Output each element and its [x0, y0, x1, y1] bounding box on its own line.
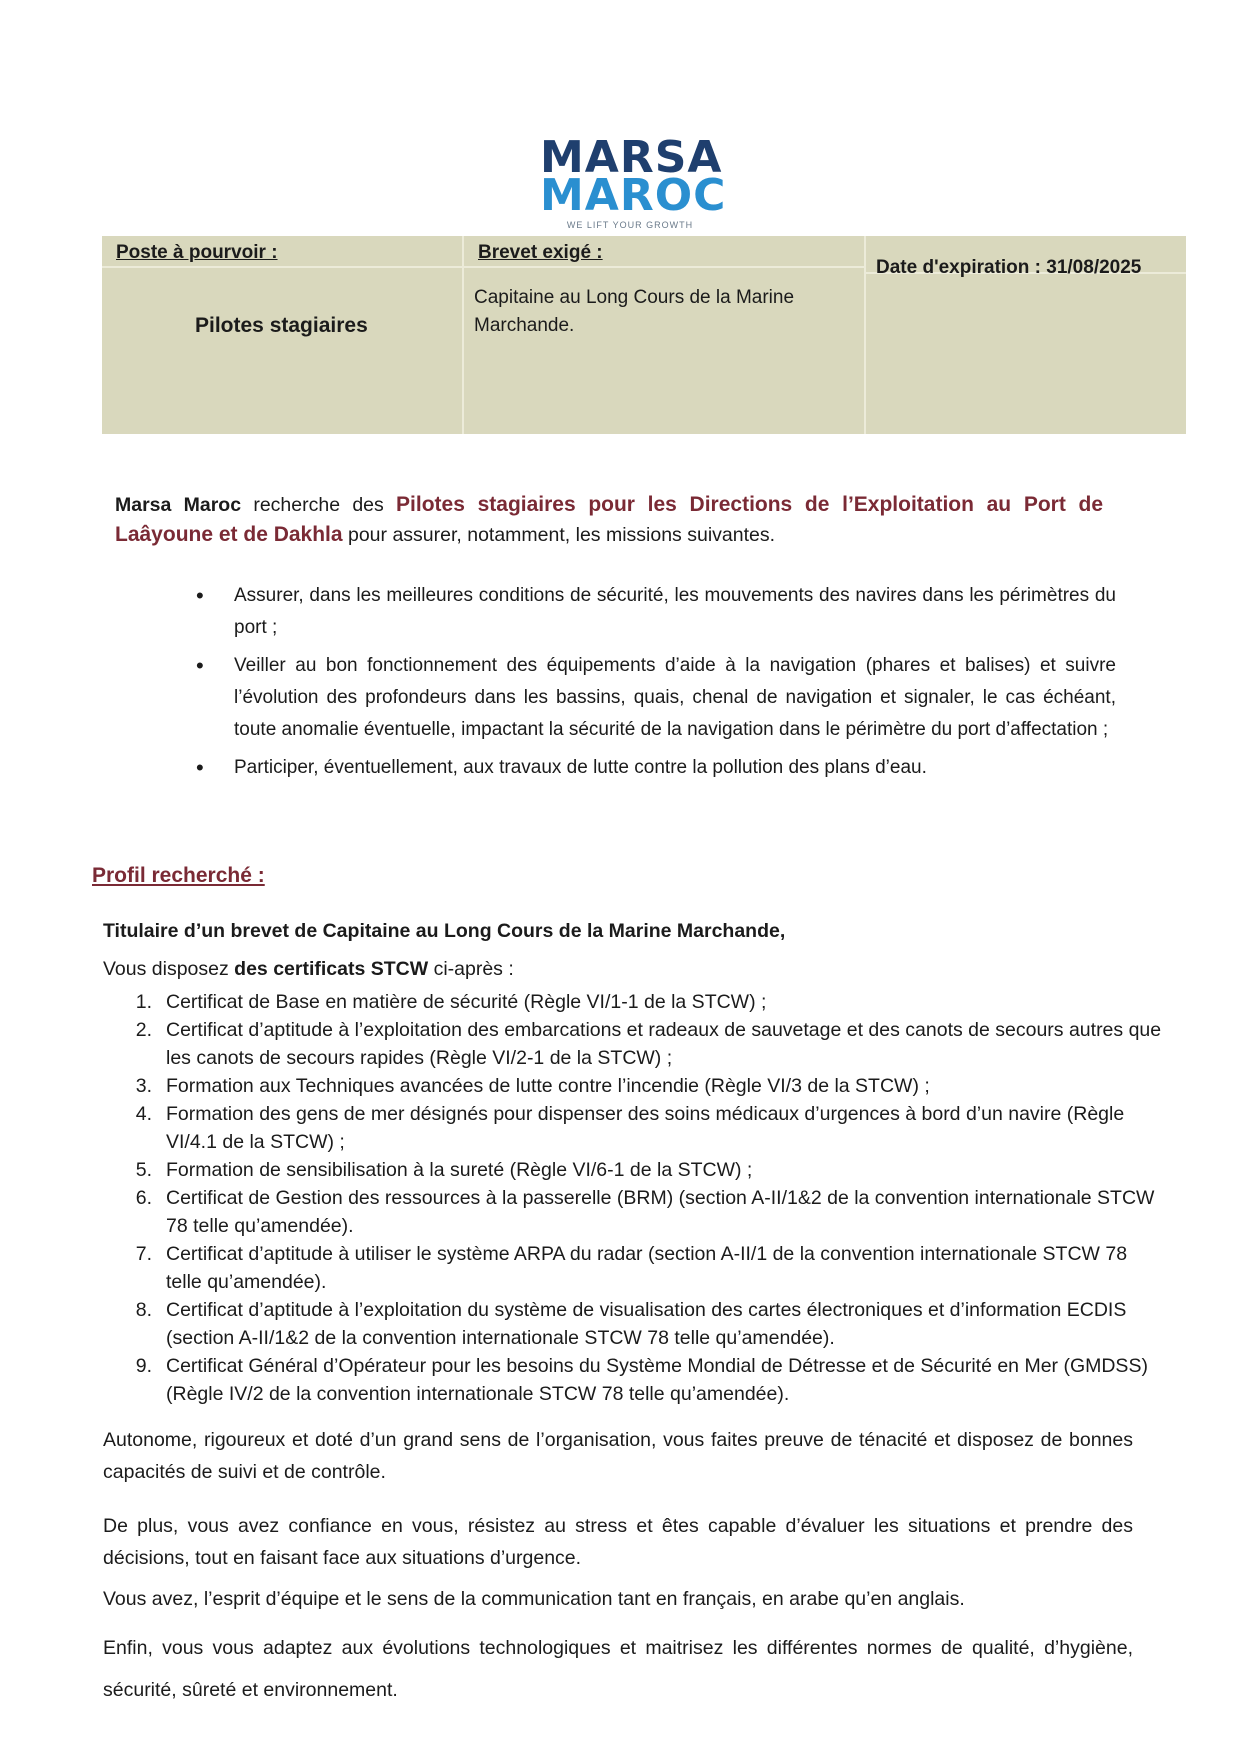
brevet-cell [464, 236, 864, 434]
intro-highlight: Pilotes stagiaires pour les Directions de l’Exploitation au Port de Laâyoune et de Dakhla [115, 493, 1104, 546]
list-item: 2. Certificat d’aptitude à l’exploitation des embarcations et radeaux de sauvetage et des canots de secours autres que les canots de secours rapides (Règle VI/2-1 de la STCW) ; [135, 1019, 1162, 1069]
poste-value: Pilotes stagiaires [195, 314, 368, 337]
profile-title: Profil recherché : [92, 864, 265, 887]
list-item: 7. Certificat d’aptitude à utiliser le système ARPA du radar (section A-II/1 de la convention internationale STCW 78 telle qu’amendée). [135, 1243, 1128, 1293]
company-name: Marsa Maroc [115, 494, 242, 516]
expiration-date: Date d'expiration : 31/08/2025 [876, 257, 1142, 278]
list-item: 8. Certificat d’aptitude à l’exploitation du système de visualisation des cartes électroniques et d’information ECDIS (section A-II/1&2 de la convention internationale STCW 78 telle qu’amendée). [135, 1299, 1127, 1349]
list-item: 3. Formation aux Techniques avancées de lutte contre l’incendie (Règle VI/3 de la STCW) ; [135, 1075, 930, 1097]
profile-paragraph-1: Autonome, rigoureux et doté d’un grand sens de l’organisation, vous faites preuve de ténacité et disposez de bonnes capacités de suivi et de contrôle. [103, 1429, 1133, 1483]
list-item: • Veiller au bon fonctionnement des équipements d’aide à la navigation (phares et balises) et suivre l’évolution des profondeurs dans les bassins, quais, chenal de navigation et signaler, le cas échéant, toute anomalie éventuelle, impactant la sécurité de la navigation dans le périmètre du port d’affectation ; [196, 650, 1116, 746]
list-item: 5. Formation de sensibilisation à la sureté (Règle VI/6-1 de la STCW) ; [135, 1159, 753, 1181]
profile-paragraph-4: Enfin, vous vous adaptez aux évolutions technologiques et maitrisez les différentes normes de qualité, d’hygiène, sécurité, sûreté et environnement. [103, 1637, 1133, 1701]
profile-paragraph-2: De plus, vous avez confiance en vous, résistez au stress et êtes capable d’évaluer les situations et prendre des décisions, tout en faisant face aux situations d’urgence. [103, 1515, 1133, 1569]
certificates-intro: Vous disposez des certificats STCW ci-après : [103, 958, 514, 980]
list-item: • Participer, éventuellement, aux travaux de lutte contre la pollution des plans d’eau. [196, 752, 1116, 784]
intro-paragraph [115, 490, 1103, 550]
job-header-table [102, 236, 1186, 434]
list-item: 6. Certificat de Gestion des ressources à la passerelle (BRM) (section A-II/1&2 de la convention internationale STCW 78 telle qu’amendée). [135, 1187, 1155, 1237]
poste-cell [102, 236, 462, 434]
logo-line-2: MAROC [540, 170, 727, 221]
certificates-list [124, 988, 1164, 1408]
list-item: 9. Certificat Général d’Opérateur pour les besoins du Système Mondial de Détresse et de Sécurité en Mer (GMDSS) (Règle IV/2 de la convention internationale STCW 78 telle qu’amendée). [135, 1355, 1148, 1405]
expiration-cell [866, 236, 1186, 434]
list-item: 1. Certificat de Base en matière de sécurité (Règle VI/1-1 de la STCW) ; [135, 991, 767, 1013]
marsa-maroc-logo [540, 132, 727, 230]
intro-text-2: pour assurer, notamment, les missions suivantes. [342, 524, 776, 546]
list-item: 4. Formation des gens de mer désignés pour dispenser des soins médicaux d’urgences à bord d’un navire (Règle VI/4.1 de la STCW) ; [135, 1103, 1125, 1153]
logo-line-1: MARSA [540, 132, 723, 183]
brevet-value: Capitaine au Long Cours de la Marine Marchande. [474, 287, 795, 336]
titular-requirement: Titulaire d’un brevet de Capitaine au Long Cours de la Marine Marchande, [103, 920, 786, 942]
intro-text-1: recherche des [241, 494, 397, 516]
poste-label: Poste à pourvoir : [116, 242, 278, 263]
brevet-label: Brevet exigé : [478, 242, 603, 263]
logo-tagline: WE LIFT YOUR GROWTH [566, 220, 694, 230]
missions-list [196, 580, 1116, 790]
list-item: • Assurer, dans les meilleures conditions de sécurité, les mouvements des navires dans les périmètres du port ; [196, 580, 1116, 644]
profile-paragraph-3: Vous avez, l’esprit d’équipe et le sens de la communication tant en français, en arabe qu’en anglais. [103, 1588, 965, 1610]
